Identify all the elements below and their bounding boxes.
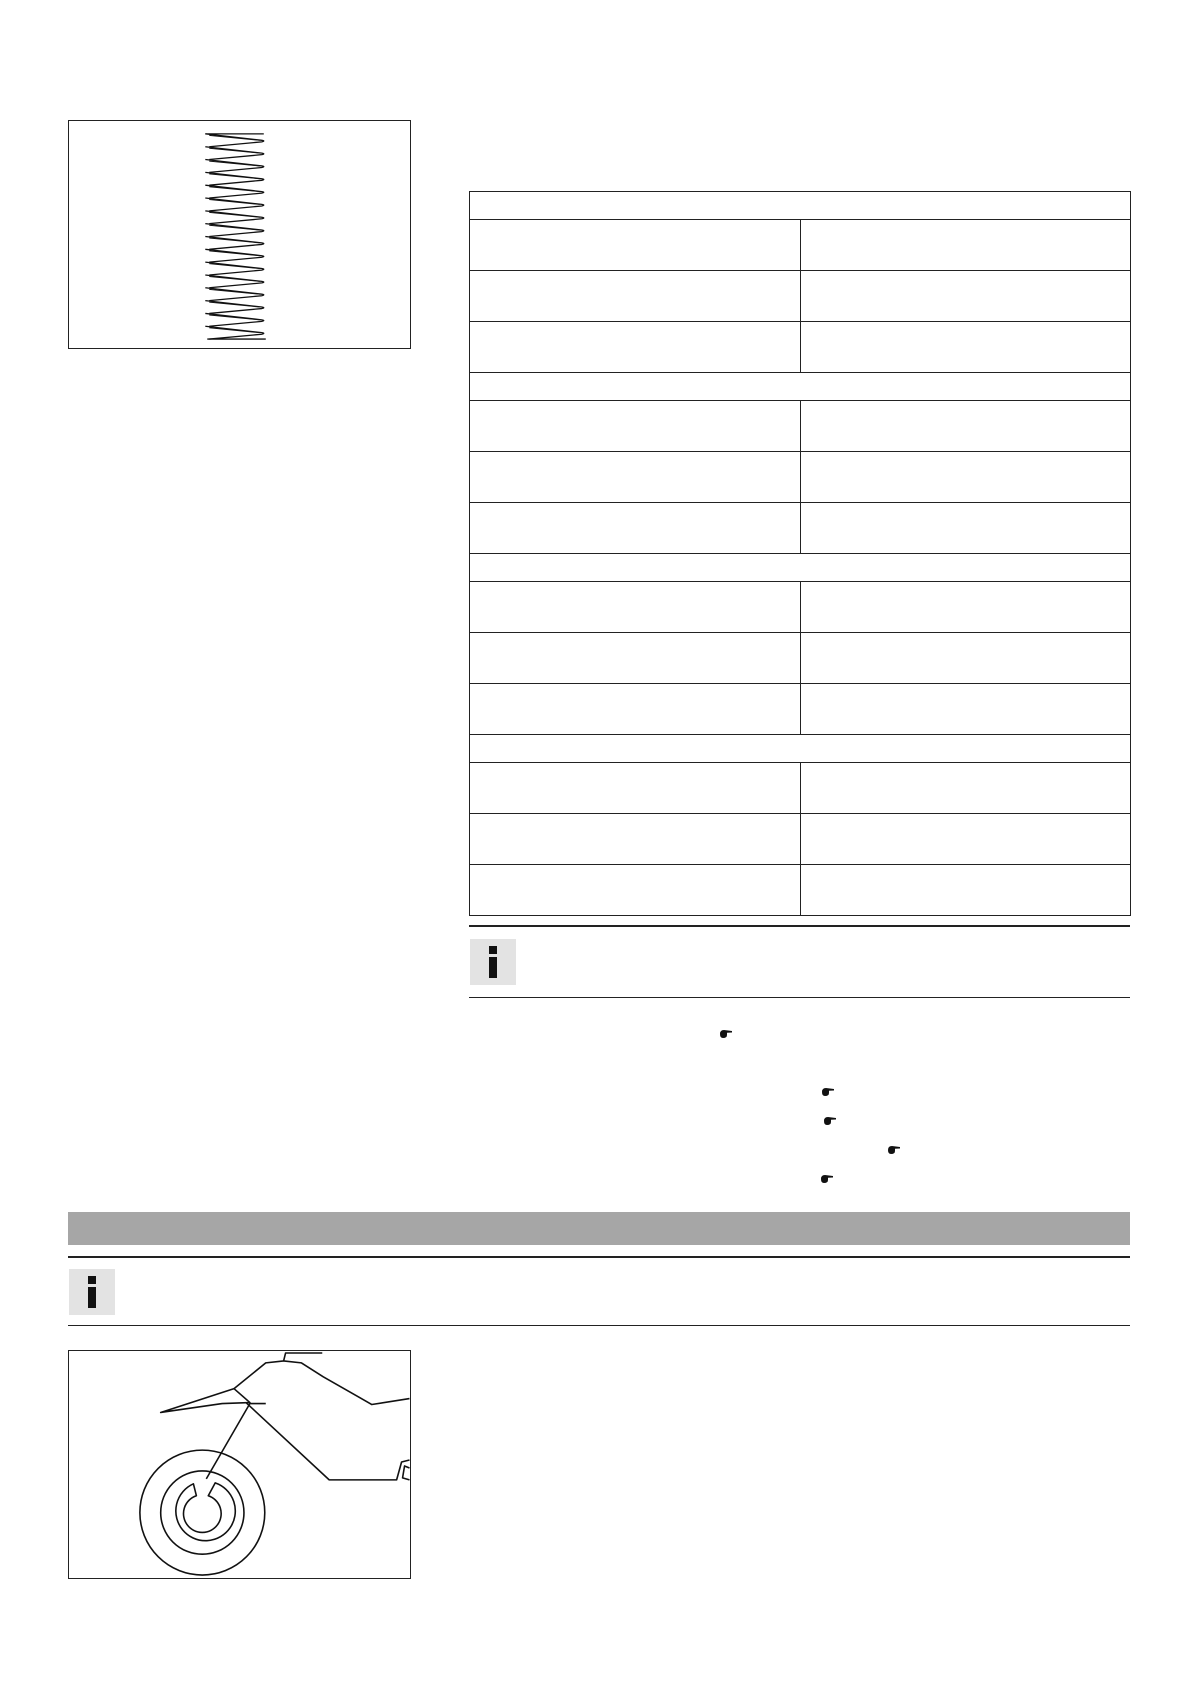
spring-coil-inner xyxy=(209,225,260,230)
pointing-hand-icon xyxy=(820,1174,834,1184)
row-label xyxy=(470,503,801,554)
table-group-row xyxy=(470,192,1131,220)
table-row xyxy=(470,763,1131,814)
row-label xyxy=(470,865,801,916)
motorcycle-figure xyxy=(68,1350,411,1579)
row-value xyxy=(801,220,1131,271)
spring-coil-inner xyxy=(209,212,260,217)
coil-spring-illustration xyxy=(69,121,410,348)
row-value xyxy=(801,582,1131,633)
row-value xyxy=(801,814,1131,865)
spring-coil-inner xyxy=(209,187,260,192)
group-title xyxy=(470,192,1131,220)
row-value xyxy=(801,503,1131,554)
spring-coil-inner xyxy=(209,315,260,320)
section-header-bar xyxy=(68,1212,1130,1245)
row-value xyxy=(801,865,1131,916)
row-label xyxy=(470,220,801,271)
table-row xyxy=(470,401,1131,452)
group-title xyxy=(470,554,1131,582)
spec-table xyxy=(469,191,1131,916)
info-note xyxy=(469,925,1130,998)
row-label xyxy=(470,401,801,452)
table-group-row xyxy=(470,373,1131,401)
table-row xyxy=(470,452,1131,503)
motorcycle-front-illustration xyxy=(69,1351,410,1578)
spring-coil-inner xyxy=(209,328,260,333)
row-label xyxy=(470,322,801,373)
pointing-hand-icon xyxy=(821,1087,835,1097)
info-icon xyxy=(470,939,516,985)
pointing-hand-icon xyxy=(823,1116,837,1126)
group-title xyxy=(470,373,1131,401)
row-label xyxy=(470,814,801,865)
row-label xyxy=(470,452,801,503)
spring-coil-inner xyxy=(209,174,260,179)
info-note xyxy=(68,1256,1130,1326)
row-value xyxy=(801,401,1131,452)
spring-coil-inner xyxy=(209,251,260,256)
row-label xyxy=(470,684,801,735)
info-icon xyxy=(69,1269,115,1315)
spring-coil-inner xyxy=(209,276,260,281)
row-label xyxy=(470,763,801,814)
table-group-row xyxy=(470,554,1131,582)
table-row xyxy=(470,814,1131,865)
row-value xyxy=(801,452,1131,503)
table-row xyxy=(470,271,1131,322)
spring-coil-inner xyxy=(209,161,260,166)
row-value xyxy=(801,271,1131,322)
spring-coil-inner xyxy=(209,135,260,140)
spring-coil-inner xyxy=(209,302,260,307)
spring-coil-inner xyxy=(209,238,260,243)
table-row xyxy=(470,322,1131,373)
group-title xyxy=(470,735,1131,763)
spring-coil-inner xyxy=(209,289,260,294)
spring-coil-inner xyxy=(209,200,260,205)
row-value xyxy=(801,763,1131,814)
table-row xyxy=(470,220,1131,271)
spring-coil-inner xyxy=(209,148,260,153)
spring-coil-inner xyxy=(209,264,260,269)
table-row xyxy=(470,865,1131,916)
table-row xyxy=(470,633,1131,684)
pointing-hand-icon xyxy=(719,1029,733,1039)
table-row xyxy=(470,503,1131,554)
row-value xyxy=(801,684,1131,735)
row-value xyxy=(801,633,1131,684)
table-row xyxy=(470,582,1131,633)
pointing-hand-icon xyxy=(887,1145,901,1155)
table-row xyxy=(470,684,1131,735)
row-label xyxy=(470,271,801,322)
row-value xyxy=(801,322,1131,373)
row-label xyxy=(470,633,801,684)
row-label xyxy=(470,582,801,633)
spring-figure xyxy=(68,120,411,349)
table-group-row xyxy=(470,735,1131,763)
